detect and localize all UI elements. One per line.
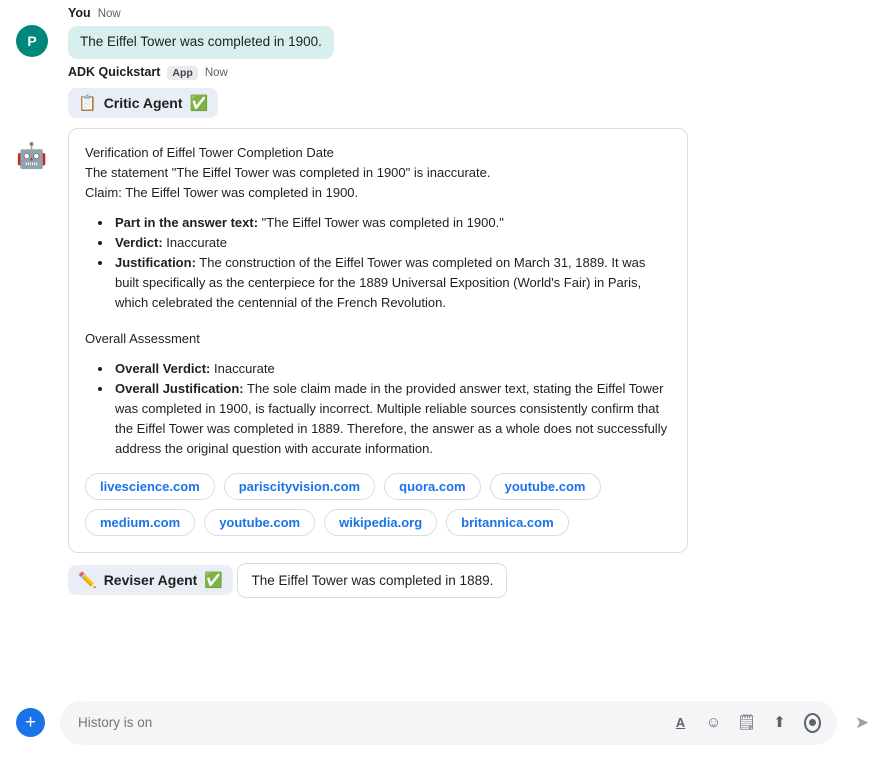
critic-response-card: [68, 128, 688, 553]
app-message-row: [0, 59, 891, 598]
source-chip[interactable]: youtube.com: [490, 473, 601, 500]
source-chip[interactable]: livescience.com: [85, 473, 215, 500]
app-timestamp: Now: [204, 66, 228, 79]
composer-tool-icons: [672, 714, 825, 731]
user-timestamp: Now: [97, 8, 121, 20]
message-input-wrapper[interactable]: [60, 701, 837, 745]
source-chip[interactable]: quora.com: [384, 473, 480, 500]
source-chip[interactable]: youtube.com: [204, 509, 315, 536]
bullet-text: Inaccurate: [162, 234, 228, 250]
upload-icon[interactable]: ⬆: [773, 714, 786, 731]
format-text-icon[interactable]: A: [675, 715, 686, 730]
add-attachment-button[interactable]: +: [16, 708, 45, 737]
bullet-label: Part in the answer text:: [115, 214, 259, 230]
user-sender-name: You: [68, 6, 91, 20]
bullet-text: "The Eiffel Tower was completed in 1900.": [258, 214, 504, 230]
source-chip-list: [85, 473, 671, 536]
critic-agent-chip[interactable]: [68, 88, 218, 118]
source-chip[interactable]: wikipedia.org: [324, 509, 437, 536]
list-item: [113, 379, 671, 459]
reviser-agent-label: Reviser Agent: [103, 571, 198, 588]
app-sender-name: ADK Quickstart: [68, 64, 161, 79]
source-chip[interactable]: britannica.com: [446, 509, 568, 536]
source-chip[interactable]: medium.com: [85, 509, 195, 536]
card-line-1: The statement "The Eiffel Tower was completed in 1900" is inaccurate.: [85, 164, 491, 180]
reviser-agent-chip[interactable]: [68, 565, 233, 595]
avatar: P: [16, 25, 48, 57]
card-heading: Verification of Eiffel Tower Completion Date: [85, 144, 334, 160]
claim-bullet-list: [85, 213, 671, 313]
bullet-text: The construction of the Eiffel Tower was completed on March 31, 1889. It was built specifically as the centerpiece for the 1889 Universal Exposition (World's Fair) in Paris, which celebrated the centennial of the French Revolution.: [115, 254, 646, 310]
bullet-text: The sole claim made in the provided answer text, stating the Eiffel Tower was completed in 1900, is factually incorrect. Multiple reliable sources consistently confirm that the Eiffel Tower was completed in 1889. Therefore, the answer as a whole does not successfully address the original question with accurate information.: [115, 380, 668, 456]
app-badge: App: [167, 66, 197, 80]
app-sender-line: [68, 59, 891, 80]
critic-agent-label: Critic Agent: [103, 94, 183, 111]
overall-assessment-title: Overall Assessment: [85, 330, 200, 346]
sticker-icon[interactable]: 🗒: [736, 714, 757, 731]
bullet-label: Overall Verdict:: [115, 360, 211, 376]
user-message-bubble[interactable]: The Eiffel Tower was completed in 1900.: [68, 26, 334, 59]
user-message-row: [0, 0, 891, 59]
list-item: [113, 359, 671, 379]
check-mark-icon: ✅: [189, 94, 209, 112]
bullet-label: Verdict:: [115, 234, 163, 250]
pencil-icon: ✏️: [78, 571, 97, 589]
overall-bullet-list: [85, 359, 671, 459]
robot-icon: 🤖: [16, 142, 48, 171]
bullet-label: Justification:: [115, 254, 196, 270]
list-item: [113, 213, 671, 233]
emoji-icon[interactable]: ☺: [705, 714, 722, 731]
source-chip[interactable]: pariscityvision.com: [224, 473, 375, 500]
card-line-2: Claim: The Eiffel Tower was completed in 1900.: [85, 184, 359, 200]
message-input[interactable]: [76, 714, 672, 731]
send-button[interactable]: ➤: [854, 712, 870, 732]
record-icon[interactable]: [804, 714, 821, 731]
check-mark-icon: ✅: [204, 571, 223, 589]
final-answer-bubble[interactable]: The Eiffel Tower was completed in 1889.: [237, 563, 507, 598]
clipboard-icon: 📋: [78, 94, 97, 112]
list-item: [113, 253, 671, 313]
bullet-label: Overall Justification:: [115, 380, 244, 396]
message-composer: [0, 686, 891, 759]
bullet-text: Inaccurate: [210, 360, 275, 376]
user-sender-line: [68, 0, 891, 20]
list-item: [113, 233, 671, 253]
